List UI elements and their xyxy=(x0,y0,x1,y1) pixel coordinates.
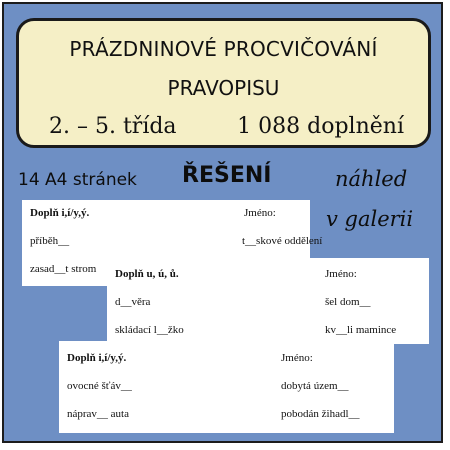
gallery-label: v galerii xyxy=(326,207,414,231)
fill-count-label: 1 088 doplnění xyxy=(237,114,404,139)
worksheet-title: Doplň u, ú, ů. xyxy=(115,268,179,280)
exercise-item: dobytá územ__ xyxy=(281,380,349,392)
exercise-item: skládací l__žko xyxy=(115,324,184,336)
worksheet-preview-3 xyxy=(59,341,394,433)
name-label: Jméno: xyxy=(325,268,357,280)
exercise-item: příběh__ xyxy=(30,235,70,247)
exercise-item: pobodán žihadl__ xyxy=(281,408,360,420)
grades-label: 2. – 5. třída xyxy=(49,114,177,139)
title-line-2: PRAVOPISU xyxy=(167,76,280,100)
name-label: Jméno: xyxy=(244,207,276,219)
worksheet-preview-2 xyxy=(107,258,429,344)
preview-label: náhled xyxy=(335,167,408,191)
solution-label: ŘEŠENÍ xyxy=(182,163,272,188)
name-label: Jméno: xyxy=(281,352,313,364)
pages-count: 14 A4 stránek xyxy=(18,170,137,190)
exercise-item: ovocné šťáv__ xyxy=(67,380,132,392)
worksheet-title: Doplň i,í/y,ý. xyxy=(30,207,90,219)
exercise-item: d__věra xyxy=(115,296,151,308)
exercise-item: t__skové oddělení xyxy=(242,235,323,247)
exercise-item: kv__li mamince xyxy=(325,324,397,336)
exercise-item: zasad__t strom xyxy=(30,263,97,275)
exercise-item: náprav__ auta xyxy=(67,408,129,420)
title-banner xyxy=(16,18,431,148)
exercise-item: šel dom__ xyxy=(325,296,371,308)
title-line-1: PRÁZDNINOVÉ PROCVIČOVÁNÍ xyxy=(69,37,378,61)
worksheet-title: Doplň i,í/y,ý. xyxy=(67,352,127,364)
